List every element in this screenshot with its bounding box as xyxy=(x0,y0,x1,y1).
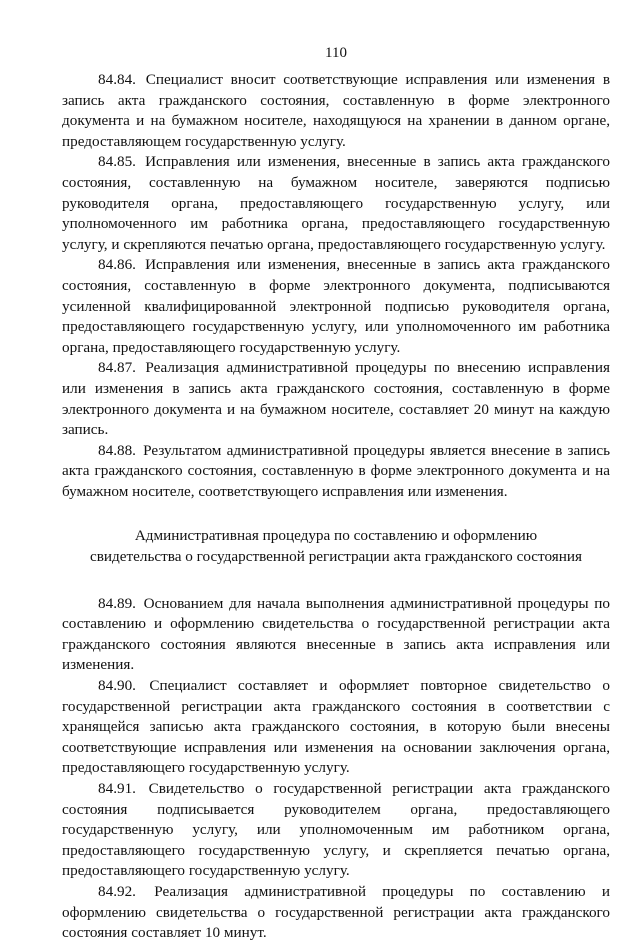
paragraph-text: Результатом административной процедуры является внесение в запись акта гражданского состояния, составленную в форме электронного документа и на бумажном носителе, соответствующего исправления или изменения. xyxy=(62,441,610,500)
paragraph-text: Специалист вносит соответствующие исправления или изменения в запись акта гражданского состояния, составленную в форме электронного документа и на бумажном носителе, находящуюся на хранении в данном органе, предоставляющем государственную услугу. xyxy=(62,71,610,150)
paragraph-text: Свидетельство о государственной регистрации акта гражданского состояния подписывается руководителем органа, предоставляющего государственную услугу, или уполномоченным им работником органа, предоставляющего государственную услугу, и скрепляется печатью органа, предоставляющего государственную услугу. xyxy=(62,780,611,880)
paragraph-number: 84.87. xyxy=(98,359,136,377)
section-heading xyxy=(62,526,610,567)
paragraph-number: 84.86. xyxy=(98,256,136,274)
paragraph-number: 84.92. xyxy=(98,882,136,900)
paragraph-84-85 xyxy=(62,152,610,255)
paragraph-group-after xyxy=(62,594,610,944)
paragraph-84-89 xyxy=(62,594,610,676)
paragraph-text: Основанием для начала выполнения административной процедуры по составлению и оформлению свидетельства о государственной регистрации акта гражданского состояния являются внесенные в запись акта исправления или изменения. xyxy=(62,594,611,674)
paragraph-text: Реализация административной процедуры по внесению исправления или изменения в запись акта гражданского состояния, составленную в форме электронного документа и на бумажном носителе, составляет 20 минут на каждую запись. xyxy=(62,359,610,439)
paragraph-84-92 xyxy=(62,882,610,944)
paragraph-84-90 xyxy=(62,676,610,779)
paragraph-84-86 xyxy=(62,255,610,358)
paragraph-number: 84.90. xyxy=(98,677,136,695)
section-heading-line: свидетельства о государственной регистрации акта гражданского состояния xyxy=(89,548,582,566)
paragraph-text: Реализация административной процедуры по составлению и оформлению свидетельства о государственной регистрации акта гражданского состояния составляет 10 минут. xyxy=(62,882,610,942)
paragraph-text: Специалист составляет и оформляет повторное свидетельство о государственной регистрации акта гражданского состояния в соответствии с хранящейся записью акта гражданского состояния, в которую были внесены соответствующие исправления или изменения на основании заключения органа, предоставляющего государственную услугу. xyxy=(62,677,611,777)
paragraph-84-91 xyxy=(62,779,610,882)
page-number: 110 xyxy=(325,45,347,61)
paragraph-number: 84.84. xyxy=(98,71,136,88)
paragraph-group-before xyxy=(62,70,610,502)
section-heading-line: Административная процедура по составлению и оформлению xyxy=(134,527,538,545)
paragraph-84-88 xyxy=(62,441,610,503)
paragraph-84-87 xyxy=(62,358,610,440)
paragraph-number: 84.85. xyxy=(98,153,136,171)
paragraph-number: 84.88. xyxy=(98,441,136,459)
paragraph-number: 84.89. xyxy=(98,594,136,612)
paragraph-number: 84.91. xyxy=(98,780,136,797)
paragraph-text: Исправления или изменения, внесенные в запись акта гражданского состояния, составленную на бумажном носителе, заверяются подписью руководителя органа, предоставляющего государственную услугу, или уполномоченного им работника органа, предоставляющего государственную услугу, и скрепляются печатью органа, предоставляющего государственную услугу. xyxy=(62,153,610,253)
paragraph-84-84 xyxy=(62,70,610,152)
paragraph-text: Исправления или изменения, внесенные в запись акта гражданского состояния, составленную в форме электронного документа, подписываются усиленной квалифицированной электронной подписью руководителя органа, предоставляющего государственную услугу, или уполномоченного им работника органа, предоставляющего государственную услугу. xyxy=(62,256,610,356)
